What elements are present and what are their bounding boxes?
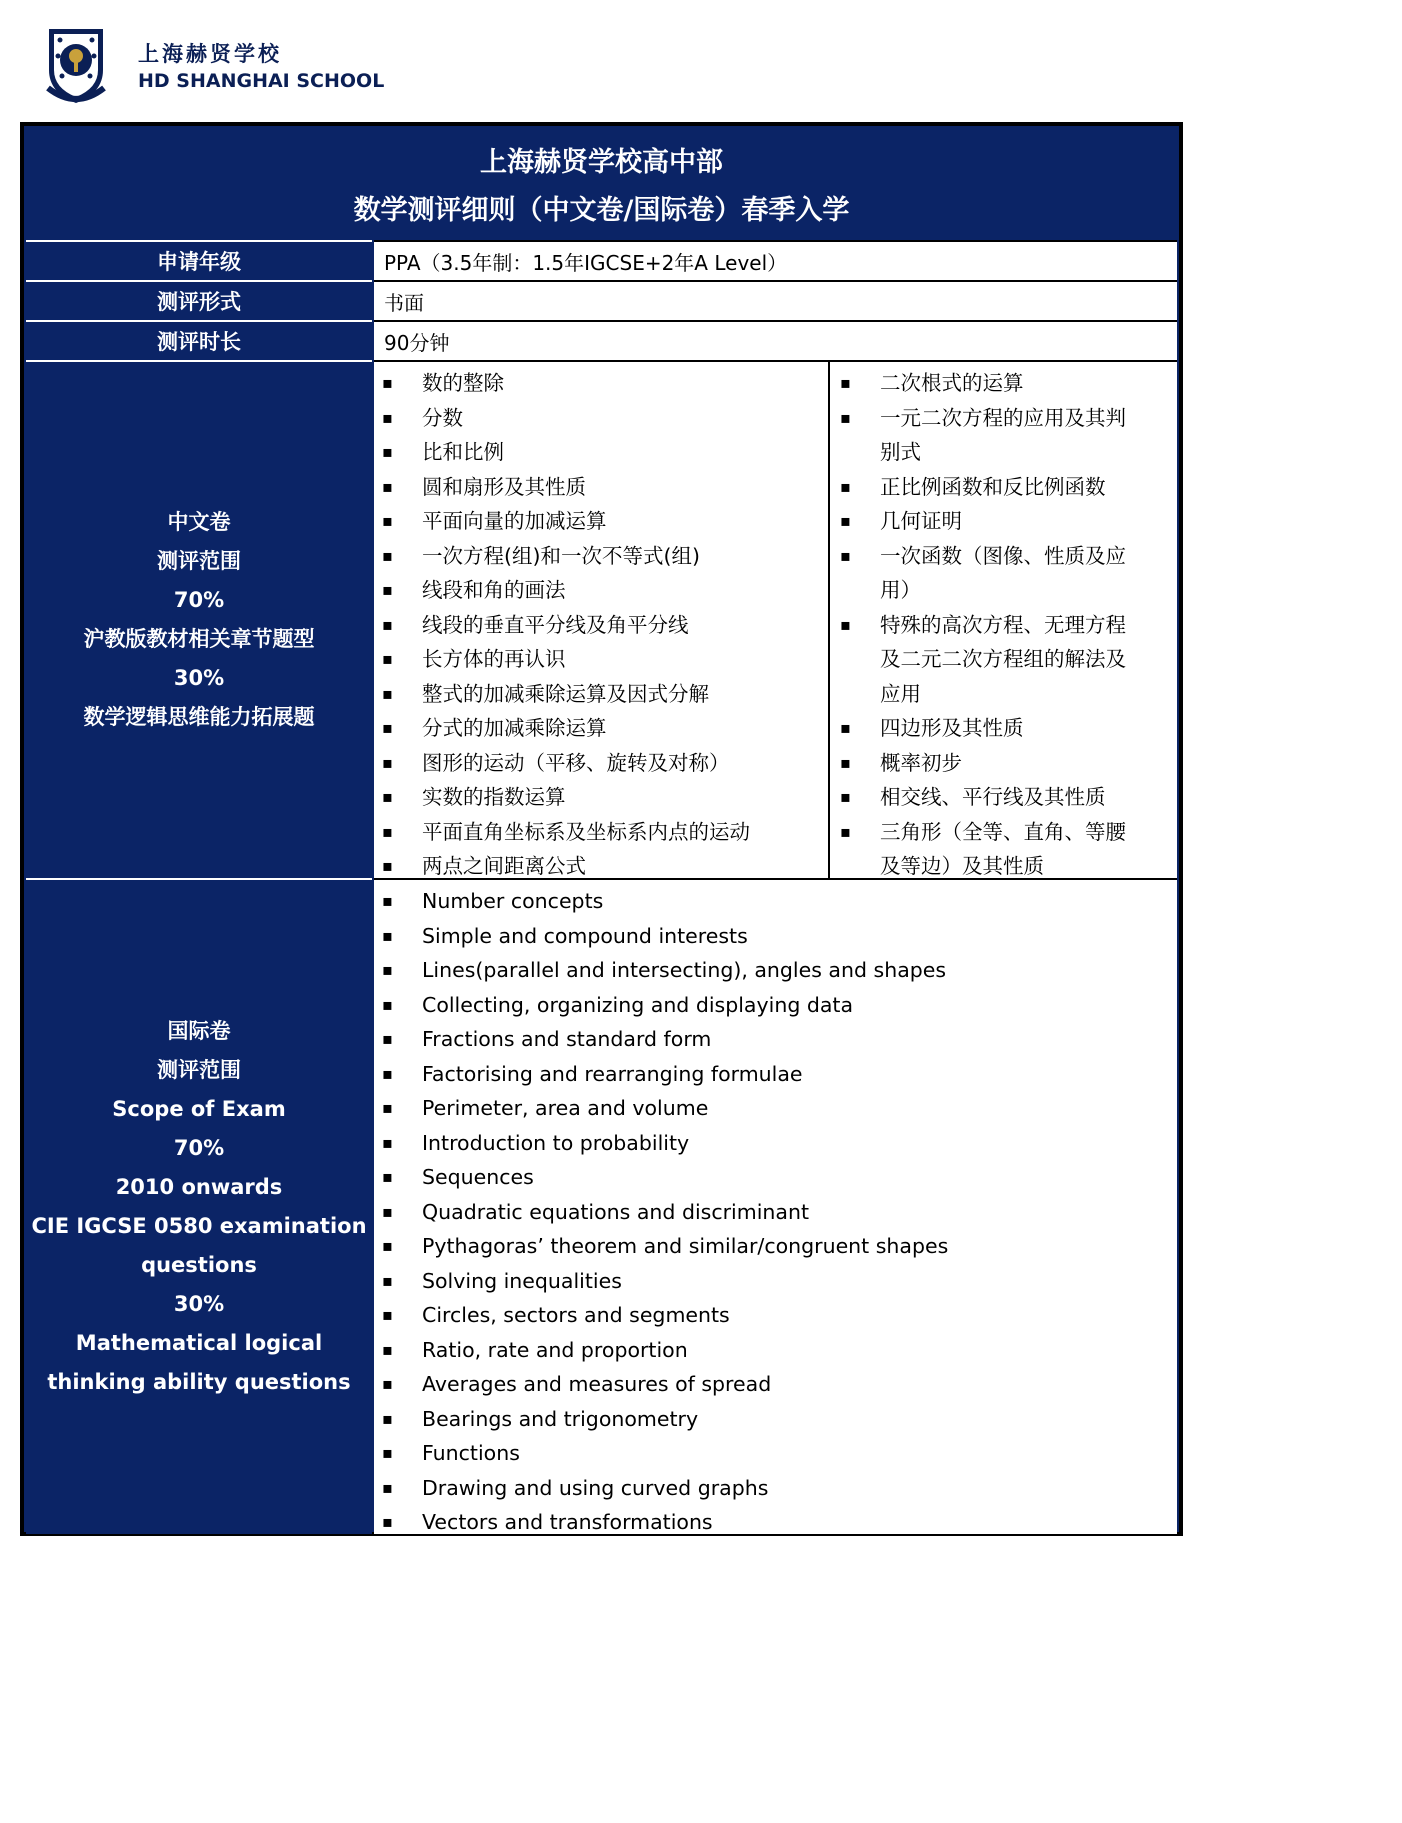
list-item: ▪ Number concepts xyxy=(374,884,948,919)
label-line: CIE IGCSE 0580 examination xyxy=(31,1214,367,1238)
list-item: ▪ 平面向量的加减运算 xyxy=(374,504,750,539)
list-item: ▪ Sequences xyxy=(374,1160,948,1195)
international-paper-topics xyxy=(374,878,1177,1534)
list-item: ▪ Functions xyxy=(374,1436,948,1471)
list-item: ▪ Vectors and transformations xyxy=(374,1505,948,1540)
list-item xyxy=(832,746,1126,781)
list-item-line: 及二元二次方程组的解法及 xyxy=(880,647,1126,671)
chinese-topics-right xyxy=(832,366,1126,884)
title-line-2: 数学测评细则（中文卷/国际卷）春季入学 xyxy=(353,195,850,226)
table-title xyxy=(24,126,1179,238)
list-item: ▪ 分数 xyxy=(374,401,750,436)
school-crest-icon xyxy=(44,26,108,108)
list-item: ▪ 线段的垂直平分线及角平分线 xyxy=(374,608,750,643)
list-item: ▪ Quadratic equations and discriminant xyxy=(374,1195,948,1230)
list-item: ▪ Solving inequalities xyxy=(374,1264,948,1299)
format-label: 测评形式 xyxy=(26,280,372,320)
list-item: ▪ 数的整除 xyxy=(374,366,750,401)
assessment-table xyxy=(20,122,1183,1536)
list-item: ▪ Averages and measures of spread xyxy=(374,1367,948,1402)
label-line: 70% xyxy=(173,1136,225,1160)
list-item-line: ▪ 一次函数（图像、性质及应 xyxy=(880,543,1126,568)
list-item-line: ▪ 正比例函数和反比例函数 xyxy=(880,474,1106,499)
list-item: ▪ Bearings and trigonometry xyxy=(374,1402,948,1437)
label-line: 沪教版教材相关章节题型 xyxy=(83,627,315,651)
list-item-line: 及等边）及其性质 xyxy=(880,854,1044,878)
list-item-line: ▪ 一元二次方程的应用及其判 xyxy=(880,405,1126,430)
list-item: ▪ 线段和角的画法 xyxy=(374,573,750,608)
list-item xyxy=(832,711,1126,746)
list-item: ▪ 图形的运动（平移、旋转及对称） xyxy=(374,746,750,781)
list-item: ▪ 实数的指数运算 xyxy=(374,780,750,815)
list-item-line: ▪ 四边形及其性质 xyxy=(880,716,1024,740)
list-item: ▪ 一次方程(组)和一次不等式(组) xyxy=(374,539,750,574)
label-line: 2010 onwards xyxy=(115,1175,283,1199)
list-item: ▪ Perimeter, area and volume xyxy=(374,1091,948,1126)
school-header xyxy=(44,26,544,110)
list-item: ▪ 分式的加减乘除运算 xyxy=(374,711,750,746)
list-item: ▪ 长方体的再认识 xyxy=(374,642,750,677)
list-item xyxy=(832,504,1126,539)
school-name-cn: 上海赫贤学校 xyxy=(138,42,282,66)
list-item-line: ▪ 概率初步 xyxy=(880,750,962,775)
column-divider xyxy=(828,362,830,878)
list-item: ▪ Introduction to probability xyxy=(374,1126,948,1161)
label-line: 测评范围 xyxy=(157,549,241,573)
label-line: 30% xyxy=(173,666,225,690)
list-item-line: 别式 xyxy=(880,440,921,464)
list-item-line: ▪ 二次根式的运算 xyxy=(880,371,1024,395)
list-item xyxy=(832,366,1126,401)
label-line: questions xyxy=(141,1253,257,1277)
list-item-line: 用） xyxy=(880,578,921,602)
grade-label: 申请年级 xyxy=(26,240,372,280)
list-item: ▪ 平面直角坐标系及坐标系内点的运动 xyxy=(374,815,750,850)
list-item xyxy=(832,815,1126,884)
list-item-line: ▪ 特殊的高次方程、无理方程 xyxy=(880,612,1126,637)
label-line: Scope of Exam xyxy=(112,1097,286,1121)
list-item xyxy=(832,470,1126,505)
list-item-line: ▪ 三角形（全等、直角、等腰 xyxy=(880,819,1126,844)
list-item: ▪ Drawing and using curved graphs xyxy=(374,1471,948,1506)
list-item: ▪ Factorising and rearranging formulae xyxy=(374,1057,948,1092)
list-item: ▪ 整式的加减乘除运算及因式分解 xyxy=(374,677,750,712)
format-value: 书面 xyxy=(374,280,1177,320)
list-item xyxy=(832,608,1126,712)
list-item: ▪ Lines(parallel and intersecting), angles and shapes xyxy=(374,953,948,988)
chinese-paper-label xyxy=(26,360,372,878)
title-line-1: 上海赫贤学校高中部 xyxy=(480,147,723,178)
label-line: 数学逻辑思维能力拓展题 xyxy=(83,705,315,729)
school-name-en: HD SHANGHAI SCHOOL xyxy=(138,70,385,92)
list-item xyxy=(832,401,1126,470)
chinese-topics-left xyxy=(374,366,750,884)
list-item-line: ▪ 几何证明 xyxy=(880,509,962,533)
list-item: ▪ Fractions and standard form xyxy=(374,1022,948,1057)
duration-value: 90分钟 xyxy=(374,320,1177,360)
list-item: ▪ Simple and compound interests xyxy=(374,919,948,954)
grade-value: PPA（3.5年制：1.5年IGCSE+2年A Level） xyxy=(374,240,1177,280)
list-item: ▪ Ratio, rate and proportion xyxy=(374,1333,948,1368)
international-topics xyxy=(374,884,948,1540)
list-item: ▪ Collecting, organizing and displaying data xyxy=(374,988,948,1023)
label-line: 30% xyxy=(173,1292,225,1316)
list-item xyxy=(832,539,1126,608)
list-item: ▪ Pythagoras’ theorem and similar/congruent shapes xyxy=(374,1229,948,1264)
duration-label: 测评时长 xyxy=(26,320,372,360)
label-line: Mathematical logical xyxy=(75,1331,323,1355)
label-line: 中文卷 xyxy=(167,510,231,534)
label-line: thinking ability questions xyxy=(47,1370,351,1394)
list-item: ▪ 两点之间距离公式 xyxy=(374,849,750,884)
list-item-line: ▪ 相交线、平行线及其性质 xyxy=(880,785,1106,809)
list-item-line: 应用 xyxy=(880,681,921,706)
chinese-paper-topics xyxy=(374,360,1177,878)
list-item xyxy=(832,780,1126,815)
label-line: 测评范围 xyxy=(157,1058,241,1082)
label-line: 国际卷 xyxy=(167,1019,231,1043)
label-line: 70% xyxy=(173,588,225,612)
list-item: ▪ Circles, sectors and segments xyxy=(374,1298,948,1333)
list-item: ▪ 比和比例 xyxy=(374,435,750,470)
list-item: ▪ 圆和扇形及其性质 xyxy=(374,470,750,505)
international-paper-label xyxy=(26,878,372,1534)
